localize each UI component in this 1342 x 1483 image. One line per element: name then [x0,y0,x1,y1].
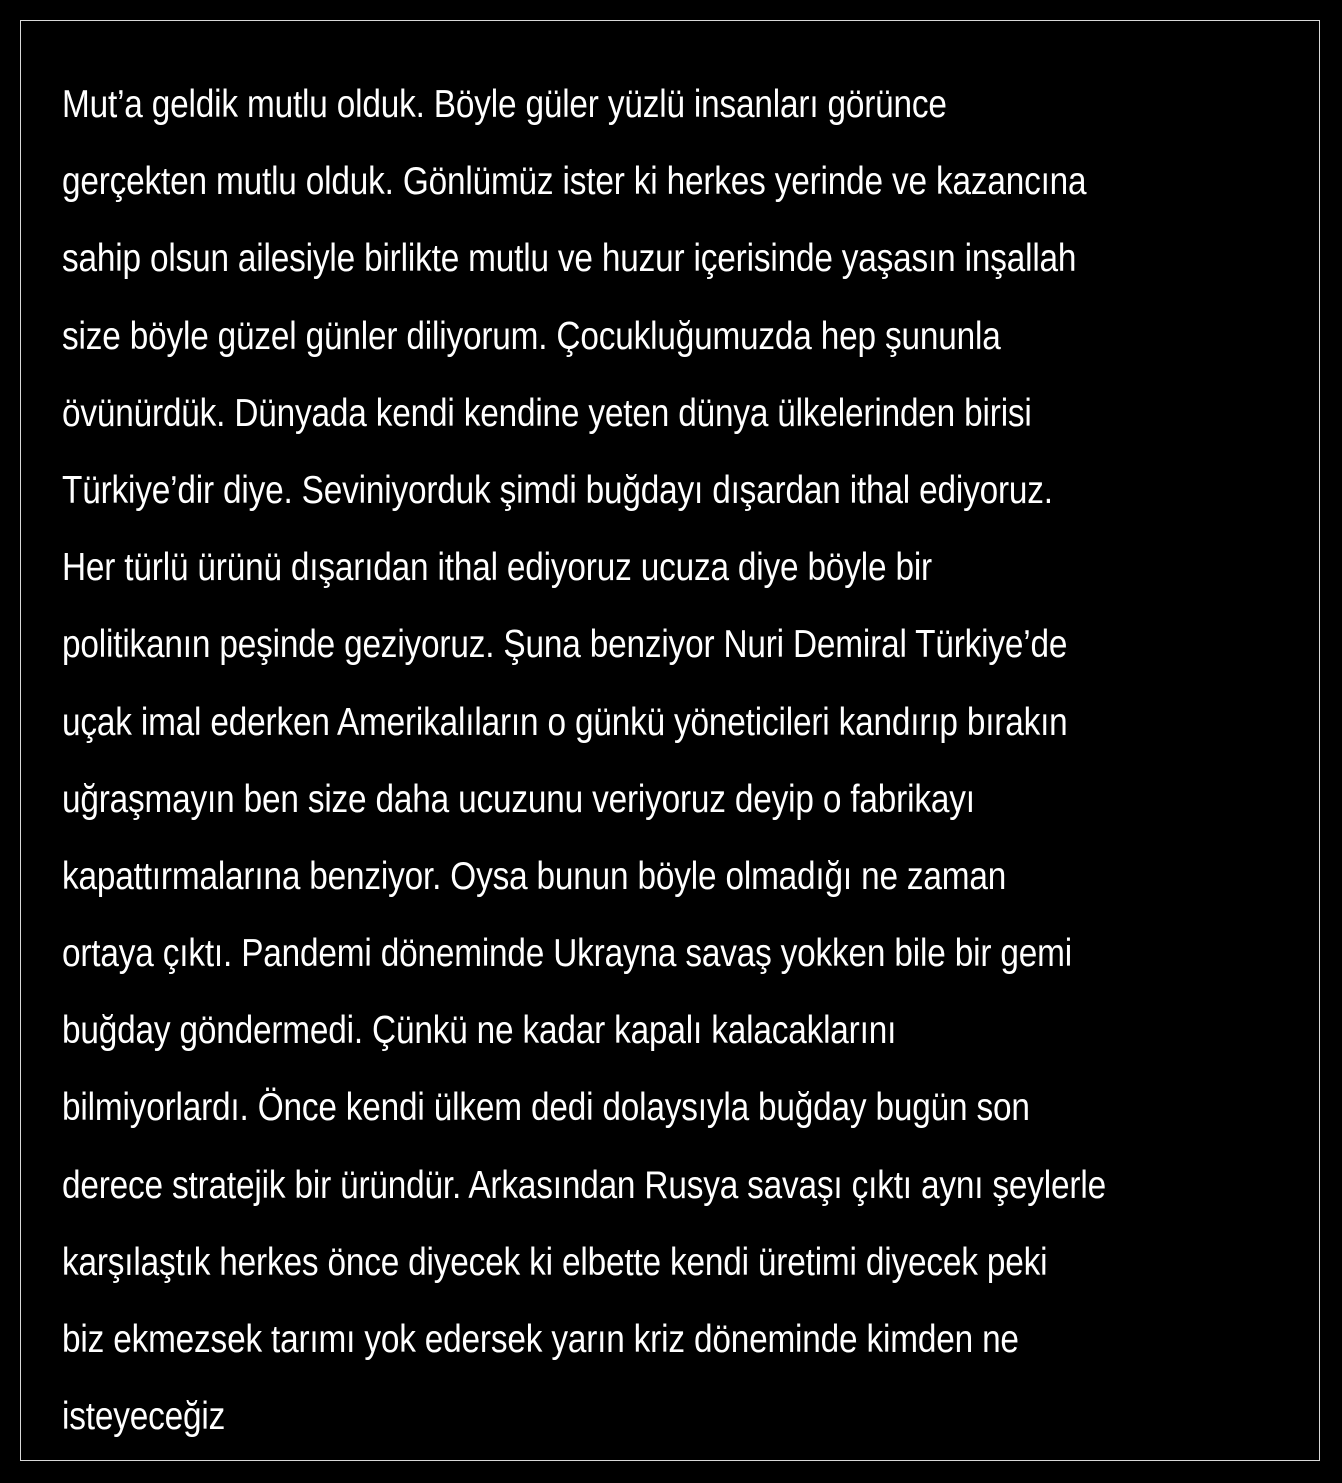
quote-line: uğraşmayın ben size daha ucuzunu veriyoruz deyip o fabrikayı [62,777,975,821]
quote-line: uçak imal ederken Amerikalıların o günkü yöneticileri kandırıp bırakın [62,700,1068,744]
quote-line: derece stratejik bir üründür. Arkasından Rusya savaşı çıktı aynı şeylerle [62,1163,1106,1207]
quote-line: Türkiye’dir diye. Seviniyorduk şimdi buğdayı dışardan ithal ediyoruz. [62,468,1053,512]
quote-line: gerçekten mutlu olduk. Gönlümüz ister ki herkes yerinde ve kazancına [62,160,1087,204]
quote-line: ortaya çıktı. Pandemi döneminde Ukrayna savaş yokken bile bir gemi [62,932,1072,976]
quote-text [62,76,1302,1465]
quote-line: karşılaştık herkes önce diyecek ki elbette kendi üretimi diyecek peki [62,1240,1048,1284]
quote-line: politikanın peşinde geziyoruz. Şuna benziyor Nuri Demiral Türkiye’de [62,623,1068,667]
quote-line: buğday göndermedi. Çünkü ne kadar kapalı kalacaklarını [62,1009,897,1053]
quote-line: övünürdük. Dünyada kendi kendine yeten dünya ülkelerinden birisi [62,391,1032,435]
quote-line: biz ekmezsek tarımı yok edersek yarın kriz döneminde kimden ne [62,1318,1019,1361]
quote-line: isteyeceğiz [62,1395,226,1439]
quote-line: sahip olsun ailesiyle birlikte mutlu ve huzur içerisinde yaşasın inşallah [62,237,1077,281]
quote-line: Mut’a geldik mutlu olduk. Böyle güler yüzlü insanları görünce [62,83,947,126]
quote-line: kapattırmalarına benziyor. Oysa bunun böyle olmadığı ne zaman [62,854,1007,898]
quote-line: Her türlü ürünü dışarıdan ithal ediyoruz ucuza diye böyle bir [62,546,932,590]
quote-line: size böyle güzel günler diliyorum. Çocukluğumuzda hep şununla [62,314,1001,358]
quote-line: bilmiyorlardı. Önce kendi ülkem dedi dolaysıyla buğday bugün son [62,1086,1030,1130]
